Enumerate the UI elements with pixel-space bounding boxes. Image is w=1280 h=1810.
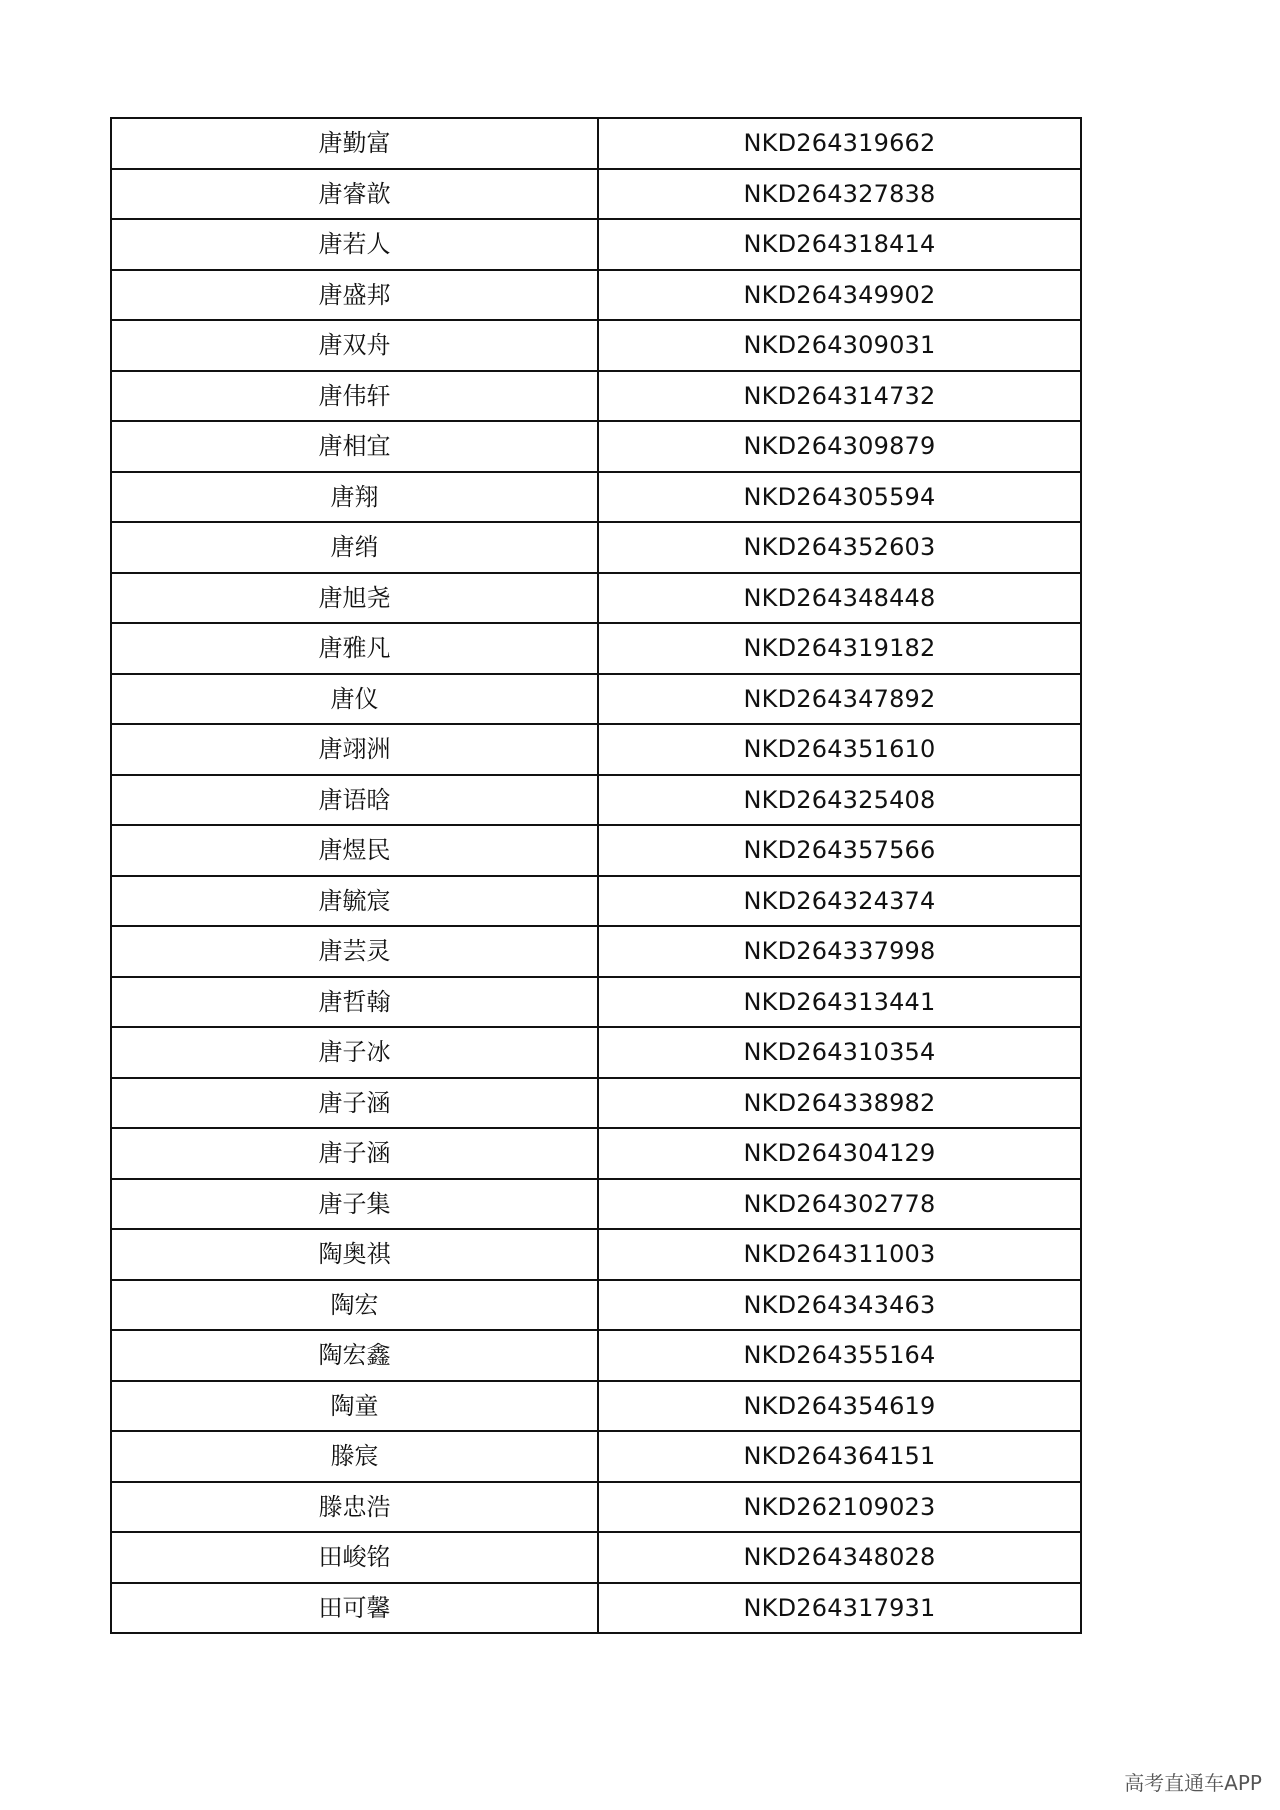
- exam-id-cell: NKD264324374: [598, 876, 1081, 927]
- table-row: [111, 926, 1081, 977]
- table-row: [111, 1280, 1081, 1331]
- exam-id-cell: NKD264337998: [598, 926, 1081, 977]
- exam-id-cell: NKD264348028: [598, 1532, 1081, 1583]
- exam-id-cell: NKD264309879: [598, 421, 1081, 472]
- table-row: [111, 1381, 1081, 1432]
- name-cell: 滕忠浩: [111, 1482, 598, 1533]
- table-row: [111, 674, 1081, 725]
- exam-id-cell: NKD264347892: [598, 674, 1081, 725]
- table-row: [111, 1179, 1081, 1230]
- name-cell: 陶宏: [111, 1280, 598, 1331]
- name-cell: 唐哲翰: [111, 977, 598, 1028]
- table-row: [111, 522, 1081, 573]
- table-row: [111, 977, 1081, 1028]
- table-row: [111, 371, 1081, 422]
- roster-table: [110, 117, 1082, 1634]
- exam-id-cell: NKD264304129: [598, 1128, 1081, 1179]
- table-row: [111, 118, 1081, 169]
- exam-id-cell: NKD264351610: [598, 724, 1081, 775]
- name-cell: 唐双舟: [111, 320, 598, 371]
- exam-id-cell: NKD264319662: [598, 118, 1081, 169]
- table-row: [111, 1078, 1081, 1129]
- exam-id-cell: NKD264364151: [598, 1431, 1081, 1482]
- name-cell: 唐子涵: [111, 1128, 598, 1179]
- table-row: [111, 320, 1081, 371]
- table-row: [111, 876, 1081, 927]
- table-row: [111, 1431, 1081, 1482]
- name-cell: 唐若人: [111, 219, 598, 270]
- watermark: 高考直通车APP: [1124, 1771, 1262, 1795]
- table-row: [111, 472, 1081, 523]
- name-cell: 唐毓宸: [111, 876, 598, 927]
- exam-id-cell: NKD264311003: [598, 1229, 1081, 1280]
- table-row: [111, 1027, 1081, 1078]
- table-row: [111, 1330, 1081, 1381]
- table-row: [111, 1532, 1081, 1583]
- name-cell: 唐旭尧: [111, 573, 598, 624]
- exam-id-cell: NKD264309031: [598, 320, 1081, 371]
- name-cell: 唐翔: [111, 472, 598, 523]
- name-cell: 陶童: [111, 1381, 598, 1432]
- exam-id-cell: NKD264352603: [598, 522, 1081, 573]
- exam-id-cell: NKD264348448: [598, 573, 1081, 624]
- name-cell: 陶宏鑫: [111, 1330, 598, 1381]
- roster-body: [111, 118, 1081, 1633]
- table-row: [111, 1482, 1081, 1533]
- exam-id-cell: NKD264325408: [598, 775, 1081, 826]
- table-row: [111, 1128, 1081, 1179]
- name-cell: 唐仪: [111, 674, 598, 725]
- table-row: [111, 573, 1081, 624]
- name-cell: 唐子涵: [111, 1078, 598, 1129]
- name-cell: 唐芸灵: [111, 926, 598, 977]
- name-cell: 唐相宜: [111, 421, 598, 472]
- exam-id-cell: NKD264314732: [598, 371, 1081, 422]
- exam-id-cell: NKD264343463: [598, 1280, 1081, 1331]
- name-cell: 唐伟轩: [111, 371, 598, 422]
- name-cell: 唐雅凡: [111, 623, 598, 674]
- table-row: [111, 270, 1081, 321]
- name-cell: 唐翊洲: [111, 724, 598, 775]
- name-cell: 唐勤富: [111, 118, 598, 169]
- name-cell: 田可馨: [111, 1583, 598, 1634]
- exam-id-cell: NKD264355164: [598, 1330, 1081, 1381]
- table-row: [111, 1583, 1081, 1634]
- name-cell: 唐子冰: [111, 1027, 598, 1078]
- name-cell: 唐子集: [111, 1179, 598, 1230]
- table-row: [111, 1229, 1081, 1280]
- table-row: [111, 775, 1081, 826]
- exam-id-cell: NKD262109023: [598, 1482, 1081, 1533]
- table-row: [111, 169, 1081, 220]
- exam-id-cell: NKD264357566: [598, 825, 1081, 876]
- table-row: [111, 421, 1081, 472]
- exam-id-cell: NKD264318414: [598, 219, 1081, 270]
- name-cell: 田峻铭: [111, 1532, 598, 1583]
- table-row: [111, 623, 1081, 674]
- exam-id-cell: NKD264313441: [598, 977, 1081, 1028]
- table-row: [111, 219, 1081, 270]
- exam-id-cell: NKD264302778: [598, 1179, 1081, 1230]
- exam-id-cell: NKD264305594: [598, 472, 1081, 523]
- table-row: [111, 825, 1081, 876]
- name-cell: 滕宸: [111, 1431, 598, 1482]
- name-cell: 唐煜民: [111, 825, 598, 876]
- exam-id-cell: NKD264317931: [598, 1583, 1081, 1634]
- exam-id-cell: NKD264349902: [598, 270, 1081, 321]
- table-row: [111, 724, 1081, 775]
- name-cell: 唐绡: [111, 522, 598, 573]
- exam-id-cell: NKD264310354: [598, 1027, 1081, 1078]
- name-cell: 陶奥祺: [111, 1229, 598, 1280]
- name-cell: 唐睿歆: [111, 169, 598, 220]
- exam-id-cell: NKD264327838: [598, 169, 1081, 220]
- name-cell: 唐语晗: [111, 775, 598, 826]
- name-cell: 唐盛邦: [111, 270, 598, 321]
- exam-id-cell: NKD264354619: [598, 1381, 1081, 1432]
- exam-id-cell: NKD264338982: [598, 1078, 1081, 1129]
- exam-id-cell: NKD264319182: [598, 623, 1081, 674]
